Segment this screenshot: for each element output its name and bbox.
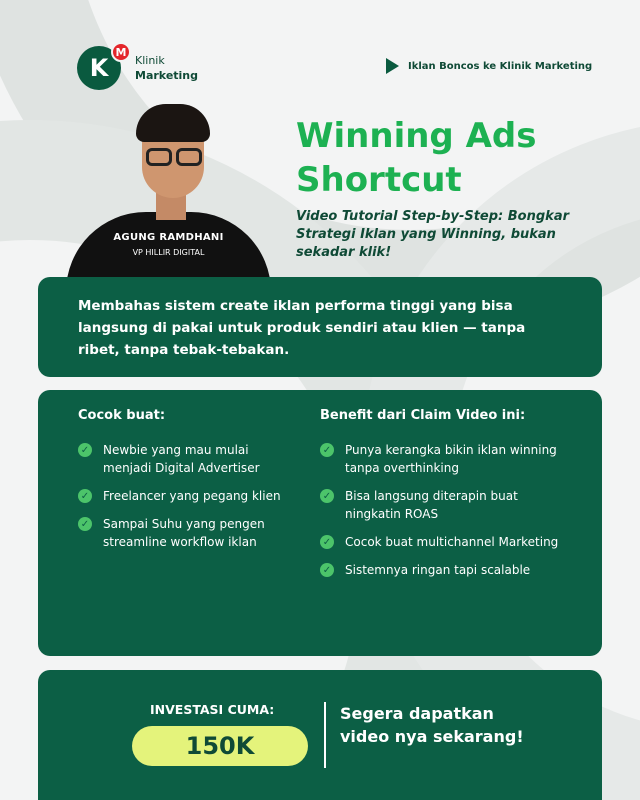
divider — [324, 702, 326, 768]
glasses-left — [146, 148, 172, 166]
suitable-heading: Cocok buat: — [78, 408, 166, 423]
brand-name — [135, 53, 198, 83]
play-icon — [386, 58, 399, 74]
logo-letter: K — [89, 54, 109, 82]
list-item-text: Cocok buat multichannel Marketing — [345, 535, 559, 549]
benefits-heading: Benefit dari Claim Video ini: — [320, 408, 526, 423]
cta-text: Segera dapatkan video nya sekarang! — [340, 704, 524, 746]
benefits-column — [320, 408, 560, 589]
page-subtitle: Video Tutorial Step-by-Step: Bongkar Strategi Iklan yang Winning, bukan sekadar klik! — [296, 209, 570, 260]
title-line2: Shortcut — [296, 160, 462, 200]
presenter-shirt — [66, 212, 271, 278]
intro-card — [38, 277, 602, 377]
suitable-column — [78, 408, 288, 561]
price-button[interactable]: 150K — [132, 726, 308, 766]
check-icon: ✓ — [320, 443, 334, 457]
logo-badge: M — [111, 42, 131, 62]
presenter-hair — [136, 104, 210, 142]
check-icon: ✓ — [78, 489, 92, 503]
brand-line2: Marketing — [135, 69, 199, 82]
check-icon: ✓ — [78, 517, 92, 531]
list-item-text: Freelancer yang pegang klien — [103, 489, 281, 503]
top-link-label: Iklan Boncos ke Klinik Marketing — [408, 60, 593, 72]
page-title — [296, 114, 537, 202]
list-item — [78, 441, 288, 477]
list-item — [320, 487, 560, 523]
check-icon: ✓ — [78, 443, 92, 457]
logo-mark — [77, 45, 127, 90]
features-card — [38, 390, 602, 656]
check-icon: ✓ — [320, 489, 334, 503]
list-item-text: Bisa langsung diterapin buat ningkatin ROAS — [345, 489, 518, 521]
check-icon: ✓ — [320, 563, 334, 577]
brand-logo[interactable] — [77, 46, 198, 90]
presenter-name: AGUNG RAMDHANI — [113, 232, 224, 243]
list-item-text: Punya kerangka bikin iklan winning tanpa overthinking — [345, 443, 557, 475]
list-item-text: Sistemnya ringan tapi scalable — [345, 563, 531, 577]
presenter-photo — [66, 100, 271, 278]
title-line1: Winning Ads — [296, 116, 537, 156]
intro-text: Membahas sistem create iklan performa tinggi yang bisa langsung di pakai untuk produk sendiri atau klien — tanpa ribet, tanpa tebak-tebakan. — [78, 298, 526, 358]
list-item-text: Newbie yang mau mulai menjadi Digital Advertiser — [103, 443, 260, 475]
price-label: INVESTASI CUMA: — [150, 702, 275, 717]
list-item — [320, 441, 560, 477]
brand-line1: Klinik — [135, 54, 165, 67]
list-item — [320, 533, 560, 551]
check-icon: ✓ — [320, 535, 334, 549]
list-item — [78, 487, 288, 505]
glasses-right — [176, 148, 202, 166]
pricing-card — [38, 670, 602, 800]
list-item-text: Sampai Suhu yang pengen streamline workflow iklan — [103, 517, 265, 549]
list-item — [320, 561, 560, 579]
top-link[interactable] — [386, 58, 592, 74]
presenter-role: VP HILLIR DIGITAL — [132, 248, 205, 257]
list-item — [78, 515, 288, 551]
